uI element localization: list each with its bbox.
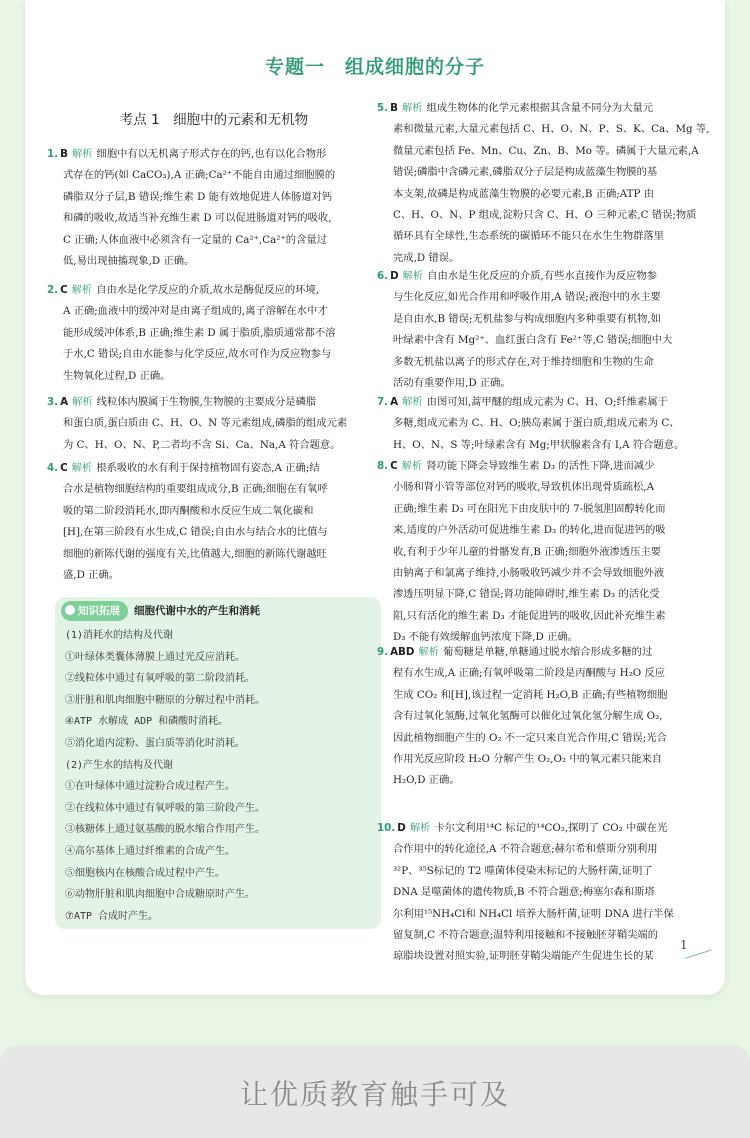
answer-line: 叶绿素中含有 Mg²⁺、血红蛋白含有 Fe²⁺等,C 错误;细胞中大 — [393, 334, 673, 347]
question-number: 10. — [377, 822, 396, 834]
answer-line: 细胞的新陈代谢的强度有关,比值越大,细胞的新陈代谢越旺 — [63, 547, 327, 560]
answer-choice: C — [60, 284, 68, 296]
question-number: 1. — [47, 148, 59, 160]
answer-line: 生物氧化过程,D 正确。 — [63, 369, 171, 382]
answer-text: 自由水是生化反应的介质,有些水直接作为反应物参 — [427, 270, 658, 282]
answer-line — [377, 642, 711, 663]
answer-item-4 — [47, 458, 381, 586]
answer-line — [377, 98, 711, 119]
answer-line — [377, 392, 711, 413]
answer-line: 是自由水,B 错误;无机盐参与构成细胞内多种重要有机物,如 — [393, 312, 661, 325]
answer-line: 由钠离子和氯离子维持,小肠吸收钙减少并不会导致细胞外液 — [393, 567, 664, 580]
answer-line: 渗透压明显下降,C 错误;肾功能障碍时,维生素 D₃ 的活化受 — [393, 588, 660, 601]
question-number: 8. — [377, 460, 389, 472]
answer-item-8 — [377, 456, 711, 649]
knowledge-line: (2)产生水的结构及代谢 — [65, 759, 174, 771]
answer-line: 小肠和肾小管等部位对钙的吸收,导致机体出现骨质疏松,A — [393, 481, 655, 494]
answer-text: 肾功能下降会导致维生素 D₃ 的活性下降,进而减少 — [426, 460, 655, 472]
answer-line: 活动有重要作用,D 正确。 — [393, 377, 511, 390]
answer-line: 为 C、H、O、N、P,二者均不含 Si、Ca、Na,A 符合题意。 — [63, 438, 341, 451]
answer-line: D₃ 不能有效缓解血钙浓度下降,D 正确。 — [393, 631, 578, 644]
answer-line — [47, 392, 381, 413]
answer-line: 多数无机盐以离子的形式存在,对于维持细胞和生物的生命 — [393, 355, 654, 368]
question-number: 9. — [377, 646, 389, 658]
answer-line: H₂O,D 正确。 — [393, 774, 460, 787]
answer-line — [47, 280, 381, 301]
answer-line: 作用光反应阶段 H₂O 分解产生 O₂,O₂ 中的氧元素只能来自 — [393, 753, 662, 766]
knowledge-title: 细胞代谢中水的产生和消耗 — [134, 605, 260, 617]
answer-item-9 — [377, 642, 711, 792]
answer-line: 含有过氧化氢酶,过氧化氢酶可以催化过氧化氢分解生成 O₂, — [393, 710, 663, 723]
answer-choice: C — [60, 462, 68, 474]
question-number: 2. — [47, 284, 59, 296]
answer-line — [47, 458, 381, 479]
answer-item-5 — [377, 98, 711, 269]
analysis-tag: 解析 — [72, 396, 93, 408]
answer-item-7 — [377, 392, 711, 456]
analysis-tag: 解析 — [71, 284, 93, 296]
answer-line: DNA 是噬菌体的遗传物质,B 不符合题意;梅塞尔森和斯塔 — [393, 886, 655, 899]
answer-text: 卡尔文利用¹⁴C 标记的¹⁴CO₂,探明了 CO₂ 中碳在光 — [434, 822, 668, 834]
answer-choice: C — [390, 460, 398, 472]
answer-line: [H],在第三阶段有水生成,C 错误;自由水与结合水的比值与 — [63, 526, 328, 539]
knowledge-line: ③核糖体上通过氨基酸的脱水缩合作用产生。 — [65, 824, 265, 836]
knowledge-line: ④高尔基体上通过纤维素的合成产生。 — [65, 845, 235, 857]
answer-line: 生成 CO₂ 和[H],该过程一定消耗 H₂O,B 正确;有些植物细胞 — [393, 688, 668, 701]
answer-line — [377, 456, 711, 477]
answer-line: 完成,D 错误。 — [393, 251, 460, 264]
answer-choice: ABD — [390, 646, 415, 658]
knowledge-line: ①在叶绿体中通过淀粉合成过程产生。 — [65, 781, 235, 793]
answer-item-6 — [377, 266, 711, 394]
analysis-tag: 解析 — [402, 270, 424, 282]
knowledge-line: ⑤消化道内淀粉、蛋白质等消化时消耗。 — [65, 737, 245, 749]
answer-line: 多糖,组成元素为 C、H、O;胰岛素属于蛋白质,组成元素为 C、 — [393, 417, 680, 430]
analysis-tag: 解析 — [71, 462, 93, 474]
answer-line: 尔利用¹⁵NH₄Cl和 NH₄Cl 培养大肠杆菌,证明 DNA 进行半保 — [393, 907, 674, 920]
knowledge-line: ③肝脏和肌肉细胞中糖原的分解过程中消耗。 — [65, 694, 265, 706]
answer-text: 自由水是化学反应的介质,故水是酶促反应的环境, — [96, 284, 320, 296]
document-page — [25, 0, 725, 995]
answer-line — [377, 266, 711, 287]
answer-text: 葡萄糖是单糖,单糖通过脱水缩合形成多糖的过 — [443, 646, 653, 658]
answer-choice: B — [390, 102, 398, 114]
answer-line: 与生化反应,如光合作用和呼吸作用,A 错误;液泡中的水主要 — [393, 291, 661, 304]
answer-text: 细胞中有以无机离子形式存在的钙,也有以化合物形 — [96, 148, 327, 160]
answer-line: H、O、N、S 等;叶绿素含有 Mg;甲状腺素含有 I,A 符合题意。 — [393, 438, 685, 451]
answer-line: 正确;维生素 D₃ 可在阳光下由皮肤中的 7-脱氢胆固醇转化而 — [393, 502, 666, 515]
answer-line: 合水是植物细胞结构的重要组成成分,B 正确;细胞在有氧呼 — [63, 483, 328, 496]
analysis-tag: 解析 — [401, 102, 423, 114]
knowledge-line: ⑤细胞核内在核酸合成过程中产生。 — [65, 867, 225, 879]
answer-line: 程有水生成,A 正确;有氧呼吸第二阶段是丙酮酸与 H₂O 反应 — [393, 667, 666, 680]
answer-line: 本支架,故磷是构成蓝藻生物膜的必要元素,B 正确;ATP 由 — [393, 187, 655, 200]
answer-line: 能形成缓冲体系,B 正确;维生素 D 属于脂质,脂质通常都不溶 — [63, 326, 336, 339]
knowledge-line: ②线粒体中通过有氧呼吸的第二阶段消耗。 — [65, 673, 255, 685]
answer-line: 合作用中的转化途径,A 不符合题意;赫尔希和蔡斯分别利用 — [393, 843, 658, 856]
answer-line: 循环具有全球性,生态系统的碳循环不能只在水生生物群落里 — [393, 230, 664, 243]
answer-item-10 — [377, 818, 711, 968]
answer-line: 低,易出现抽搐现象,D 正确。 — [63, 255, 195, 268]
bottom-banner — [0, 1045, 750, 1138]
knowledge-box — [55, 597, 381, 929]
answer-choice: D — [390, 270, 399, 282]
question-number: 7. — [377, 396, 389, 408]
answer-choice: D — [397, 822, 406, 834]
answer-line: 微量元素包括 Fe、Mn、Cu、Zn、B、Mo 等。磷属于大量元素,A — [393, 144, 699, 157]
question-number: 6. — [377, 270, 389, 282]
page-title: 专题一 组成细胞的分子 — [264, 56, 485, 78]
answer-item-1 — [47, 144, 381, 272]
answer-line: 素和微量元素,大量元素包括 C、H、O、N、P、S、K、Ca、Mg 等, — [393, 123, 710, 136]
answer-line: A 正确;血液中的缓冲对是由离子组成的,离子溶解在水中才 — [63, 305, 328, 318]
answer-item-2 — [47, 280, 381, 387]
answer-text: 线粒体内膜属于生物膜,生物膜的主要成分是磷脂 — [96, 396, 317, 408]
answer-line: 盛,D 正确。 — [63, 569, 119, 582]
question-number: 4. — [47, 462, 59, 474]
section-heading: 考点 1 细胞中的元素和无机物 — [119, 112, 309, 128]
knowledge-line: ⑥动物肝脏和肌肉细胞中合成糖原时产生。 — [65, 889, 255, 901]
answer-line: C、H、O、N、P 组成,淀粉只含 C、H、O 三种元素,C 错误;物质 — [393, 209, 697, 222]
analysis-tag: 解析 — [401, 460, 423, 472]
answer-line: C 正确;人体血液中必须含有一定量的 Ca²⁺,Ca²⁺的含量过 — [63, 233, 327, 246]
question-number: 5. — [377, 102, 389, 114]
bulb-icon — [65, 605, 75, 615]
answer-line: 琼脂块设置对照实验,证明胚芽鞘尖端能产生促进生长的某 — [393, 950, 654, 963]
answer-line: 错误;磷脂中含磷元素,磷脂双分子层是构成蓝藻生物膜的基 — [393, 166, 658, 179]
answer-line: 式存在的钙(如 CaCO₃),A 正确;Ca²⁺不能自由通过细胞膜的 — [63, 169, 336, 182]
answer-line: 因此植物细胞产生的 O₂ 不一定只来自光合作用,C 错误;光合 — [393, 731, 667, 744]
knowledge-line: ⑦ATP 合成时产生。 — [65, 910, 159, 922]
knowledge-line: ②在线粒体中通过有氧呼吸的第三阶段产生。 — [65, 802, 265, 814]
answer-line: 阻,只有活化的维生素 D₃ 才能促进钙的吸收,因此补充维生素 — [393, 609, 666, 622]
analysis-tag: 解析 — [418, 646, 440, 658]
knowledge-line: ④ATP 水解成 ADP 和磷酸时消耗。 — [65, 716, 229, 728]
answer-choice: B — [60, 148, 68, 160]
answer-line: 来,适度的户外活动可促进维生素 D₃ 的转化,进而促进钙的吸 — [393, 524, 666, 537]
answer-line: 留复制,C 不符合题意;温特利用接触和不接触胚芽鞘尖端的 — [393, 929, 659, 942]
answer-text: 由图可知,蒿甲醚的组成元素为 C、H、O;纤维素属于 — [426, 396, 668, 408]
answer-item-3 — [47, 392, 381, 456]
analysis-tag: 解析 — [402, 396, 423, 408]
answer-choice: A — [390, 396, 399, 408]
analysis-tag: 解析 — [71, 148, 93, 160]
answer-line: 于水,C 错误;自由水能参与化学反应,故水可作为反应物参与 — [63, 348, 332, 361]
question-number: 3. — [47, 396, 59, 408]
answer-line: ³²P、³⁵S标记的 T2 噬菌体侵染未标记的大肠杆菌,证明了 — [393, 864, 653, 877]
knowledge-lines — [65, 625, 375, 927]
knowledge-line: ①叶绿体类囊体薄膜上通过光反应消耗。 — [65, 651, 245, 663]
answer-line — [377, 818, 711, 839]
answer-text: 组成生物体的化学元素根据其含量不同分为大量元 — [426, 102, 654, 114]
answer-line: 磷脂双分子层,B 错误;维生素 D 能有效地促进人体肠道对钙 — [63, 190, 333, 203]
answer-line — [47, 144, 381, 165]
banner-slogan: 让优质教育触手可及 — [239, 1078, 510, 1111]
answer-text: 根系吸收的水有利于保持植物固有姿态,A 正确;结 — [96, 462, 320, 474]
answer-line: 收,有利于少年儿童的骨骼发育,B 正确;细胞外液渗透压主要 — [393, 545, 661, 558]
answer-line: 和蛋白质,蛋白质由 C、H、O、N 等元素组成,磷脂的组成元素 — [63, 417, 348, 430]
knowledge-line: (1)消耗水的结构及代谢 — [65, 630, 174, 641]
answer-line: 和磷的吸收,故适当补充维生素 D 可以促进肠道对钙的吸收, — [63, 212, 332, 225]
page-number: 1 — [680, 938, 688, 952]
analysis-tag: 解析 — [409, 822, 431, 834]
answer-line: 吸的第二阶段消耗水,即丙酮酸和水反应生成二氧化碳和 — [63, 504, 314, 517]
knowledge-badge: 知识拓展 — [61, 601, 128, 621]
answer-choice: A — [60, 396, 69, 408]
